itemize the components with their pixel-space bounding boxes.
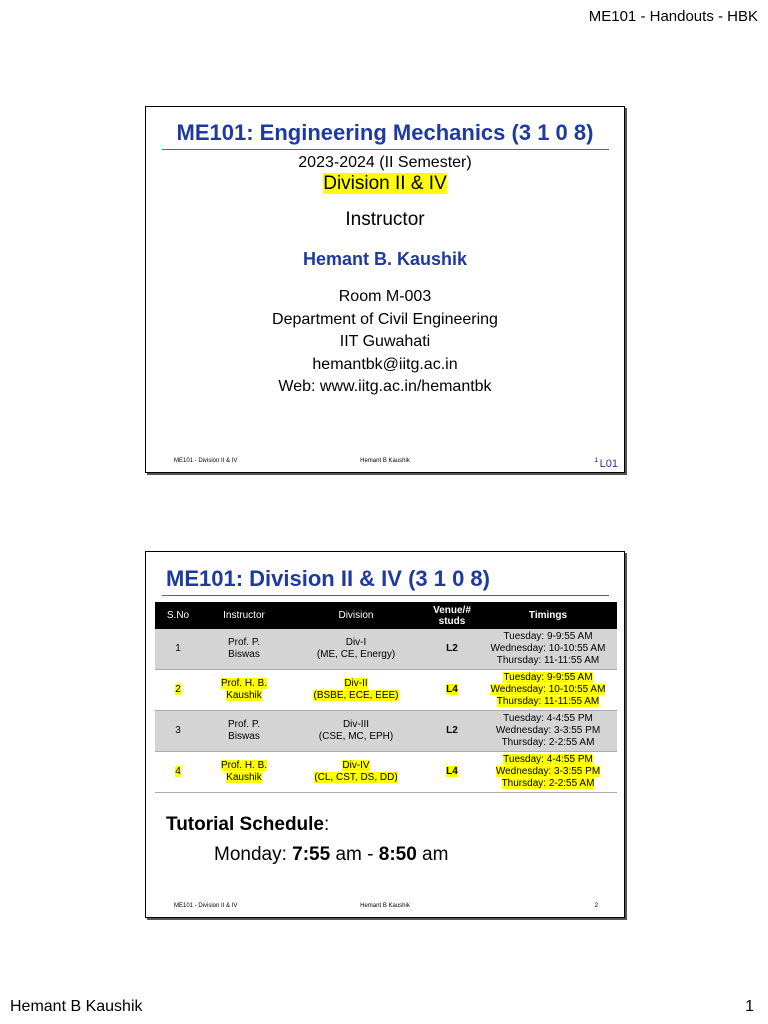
col-header: Timings (479, 602, 617, 629)
table-row (155, 629, 617, 670)
cell-timings-text: Tuesday: 4-4:55 PM (503, 713, 593, 724)
cell-division (287, 752, 425, 793)
cell-timings (479, 629, 617, 670)
cell-sno (155, 752, 201, 793)
tutorial-end: 8:50 (378, 844, 417, 865)
institute: IIT Guwahati (339, 333, 431, 350)
contact-block (146, 286, 624, 399)
slide-2 (145, 551, 625, 918)
cell-venue-text: L2 (446, 725, 458, 736)
cell-instructor-text: Biswas (228, 649, 260, 660)
cell-instructor-text: Prof. H. B. (220, 760, 268, 771)
cell-instructor-text: Kaushik (226, 690, 262, 701)
cell-division-text: (BSBE, ECE, EEE) (313, 690, 399, 701)
col-header: Instructor (201, 602, 287, 629)
cell-timings-text: Thursday: 11-11:55 AM (496, 696, 600, 707)
slide-1 (145, 106, 625, 473)
cell-timings-text: Tuesday: 4-4:55 PM (503, 754, 593, 765)
cell-venue (425, 711, 479, 752)
cell-timings-text: Tuesday: 9-9:55 AM (503, 672, 593, 683)
page-header: ME101 - Handouts - HBK (588, 8, 758, 25)
cell-division-text: (CL, CST, DS, DD) (314, 772, 398, 783)
cell-division-text: Div-III (342, 719, 370, 730)
page-number: 1 (745, 998, 754, 1015)
cell-instructor-text: Prof. P. (227, 637, 261, 648)
col-header: Venue/# studs (425, 602, 479, 629)
page-footer-author: Hemant B Kaushik (10, 998, 143, 1015)
cell-sno (155, 711, 201, 752)
web-link[interactable]: Web: www.iitg.ac.in/hemantbk (278, 378, 492, 395)
cell-timings-text: Wednesday: 10-10:55 AM (490, 684, 606, 695)
instructor-label: Instructor (345, 209, 425, 230)
cell-timings-text: Thursday: 11-11:55 AM (496, 655, 600, 666)
cell-venue-text: L2 (446, 643, 458, 654)
cell-division-text: Div-IV (342, 760, 370, 771)
cell-timings-text: Thursday: 2-2:55 AM (501, 737, 595, 748)
tutorial-sep: am - (330, 844, 379, 865)
tutorial-colon: : (324, 814, 330, 835)
cell-instructor-text: Prof. P. (227, 719, 261, 730)
cell-instructor-text: Prof. H. B. (220, 678, 268, 689)
tutorial-label (166, 814, 329, 836)
slide-footer-left: ME101 - Division II & IV (174, 903, 238, 909)
cell-timings (479, 670, 617, 711)
cell-division-text: (CSE, MC, EPH) (318, 731, 394, 742)
table-row (155, 711, 617, 752)
tutorial-suffix: am (416, 844, 449, 865)
room: Room M-003 (338, 288, 432, 305)
division-highlight: Division II & IV (323, 173, 447, 194)
cell-instructor (201, 711, 287, 752)
tutorial-time (214, 844, 448, 866)
division-line (146, 173, 624, 195)
slide-footer-center: Hemant B Kaushik (360, 458, 410, 464)
slide-code: L01 (599, 458, 618, 470)
slide-title: ME101: Division II & IV (3 1 0 8) (166, 566, 490, 591)
slide-footer-center: Hemant B Kaushik (360, 903, 410, 909)
title-underline (162, 149, 609, 150)
cell-sno-text: 4 (175, 766, 181, 777)
tutorial-start: 7:55 (292, 844, 331, 865)
schedule-table (155, 602, 617, 793)
slide-footer-left: ME101 - Division II & IV (174, 458, 238, 464)
cell-sno-text: 3 (175, 725, 181, 736)
slide-number: 1 (594, 458, 598, 464)
cell-timings-text: Wednesday: 3-3:55 PM (495, 725, 601, 736)
title-underline (162, 595, 609, 596)
cell-venue (425, 752, 479, 793)
tutorial-heading: Tutorial Schedule (166, 814, 325, 835)
cell-division (287, 670, 425, 711)
cell-instructor (201, 629, 287, 670)
cell-venue-text: L4 (446, 684, 458, 695)
cell-division-text: Div-II (344, 678, 368, 689)
instructor-name: Hemant B. Kaushik (302, 249, 468, 269)
cell-instructor (201, 752, 287, 793)
tutorial-day: Monday: (214, 844, 293, 865)
cell-division-text: (ME, CE, Energy) (316, 649, 396, 660)
cell-venue (425, 670, 479, 711)
table-row (155, 670, 617, 711)
cell-timings (479, 711, 617, 752)
table-header-row (155, 602, 617, 629)
cell-sno-text: 1 (175, 643, 181, 654)
email[interactable]: hemantbk@iitg.ac.in (312, 355, 458, 373)
cell-timings-text: Tuesday: 9-9:55 AM (503, 631, 593, 642)
cell-timings (479, 752, 617, 793)
semester: 2023-2024 (II Semester) (298, 154, 472, 171)
cell-instructor (201, 670, 287, 711)
col-header: S.No (155, 602, 201, 629)
cell-division-text: Div-I (345, 637, 367, 648)
cell-division (287, 711, 425, 752)
cell-sno (155, 670, 201, 711)
cell-division (287, 629, 425, 670)
cell-timings-text: Wednesday: 10-10:55 AM (490, 643, 606, 654)
cell-venue-text: L4 (446, 766, 458, 777)
cell-sno-text: 2 (175, 684, 181, 695)
table-row (155, 752, 617, 793)
cell-instructor-text: Kaushik (226, 772, 262, 783)
department: Department of Civil Engineering (272, 310, 498, 328)
slide-title: ME101: Engineering Mechanics (3 1 0 8) (176, 120, 594, 145)
cell-instructor-text: Biswas (228, 731, 260, 742)
cell-venue (425, 629, 479, 670)
cell-timings-text: Thursday: 2-2:55 AM (501, 778, 595, 789)
cell-sno (155, 629, 201, 670)
cell-timings-text: Wednesday: 3-3:55 PM (495, 766, 601, 777)
col-header: Division (287, 602, 425, 629)
slide-number: 2 (594, 903, 598, 909)
